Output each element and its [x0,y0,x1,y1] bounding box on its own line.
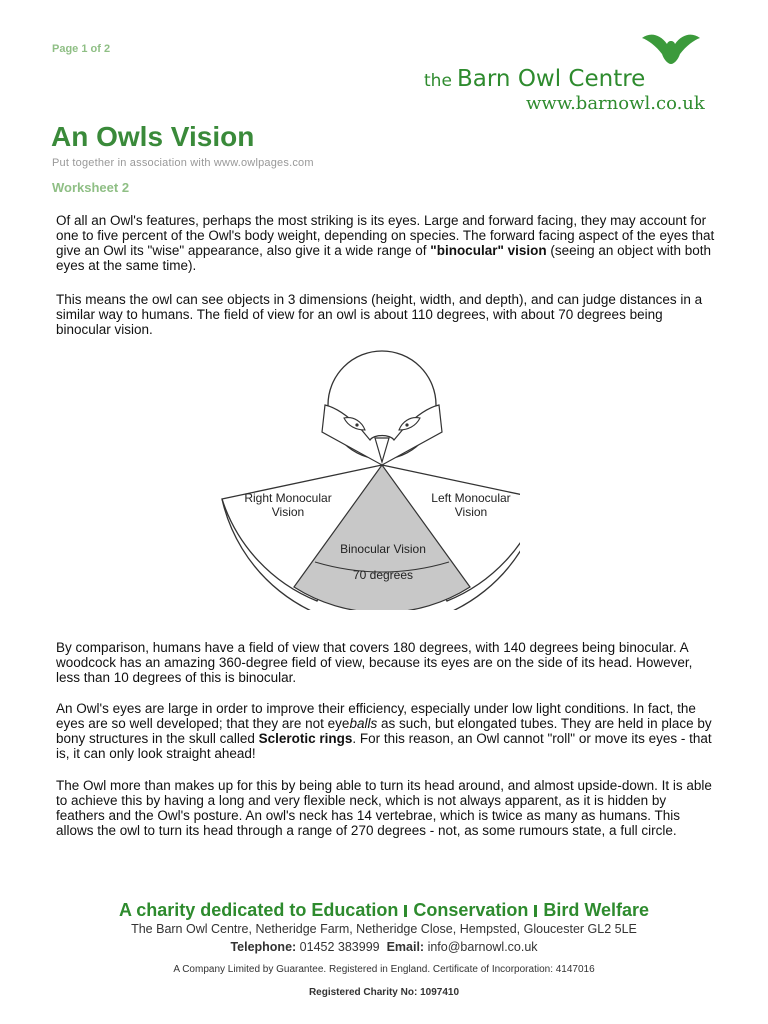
p1-text-1: Of all an Owl's features, perhaps the most striking is its eyes. Large and forward facing, they may account for one to five percent of the Owl's body weight, depending on species. The forward facing aspect of the eyes that give an Owl its "wise" appearance, also give it a wide range of [56,213,715,258]
footer-address: The Barn Owl Centre, Netheridge Farm, Netheridge Close, Hempsted, Gloucester GL2 5LE [131,922,637,936]
footer-contact [0,940,768,954]
brand-logo-text [424,66,645,92]
p4-bold-sclerotic: Sclerotic rings [258,731,353,746]
left-monocular-label-1: Left Monocular [431,491,511,505]
tagline-welfare: Bird Welfare [543,900,650,920]
tagline-education: A charity dedicated to Education [118,900,399,920]
tagline-separator [404,905,407,917]
telephone-value[interactable]: 01452 383999 [299,940,380,954]
footer-charity-number: Registered Charity No: 1097410 [308,987,460,998]
paragraph-5: The Owl more than makes up for this by being able to turn its head around, and almost upside-down. It is able to achieve this by having a long and very flexible neck, which is not always apparent, as it is hidden by feathers and the Owl's posture. An owl's neck has 14 vertebrae, which is twice as many as humans. This allows the owl to turn its head through a range of 270 degrees - not, as some rumours state, a full circle. [56,778,712,838]
footer-company-info: A Company Limited by Guarantee. Registered in England. Certificate of Incorporation: 4147016 [173,964,595,975]
p4-text-2: as such, but elongated tubes. They are held in place by bony structures in the skull called [56,716,712,746]
email-value[interactable]: info@barnowl.co.uk [427,940,538,954]
paragraph-1 [56,213,716,273]
document-subtitle: Put together in association with www.owlpages.com [52,157,314,169]
document-title: An Owls Vision [51,121,255,152]
brand-name: Barn Owl Centre [457,66,646,92]
p1-text-2: (seeing an object with both eyes at the same time). [56,243,711,273]
paragraph-2: This means the owl can see objects in 3 dimensions (height, width, and depth), and can judge distances in a similar way to humans. The field of view for an owl is about 110 degrees, with about 70 degrees being binocular vision. [56,292,703,337]
page-number: Page 1 of 2 [52,43,111,55]
p4-italic-balls: balls [349,716,378,731]
owl-vision-diagram [220,350,520,610]
p4-text-1: An Owl's eyes are large in order to improve their efficiency, especially under low light conditions. In fact, the eyes are so well developed; that they are not eye [56,701,696,731]
brand-the: the [424,71,452,91]
paragraph-3: By comparison, humans have a field of view that covers 180 degrees, with 140 degrees being binocular. A woodcock has an amazing 360-degree field of view, because its eyes are on the side of its head. However, less than 10 degrees of this is binocular. [56,640,693,685]
p4-text-3: . For this reason, an Owl cannot "roll" or move its eyes - that is, it can only look straight ahead! [56,731,712,761]
binocular-vision-label: Binocular Vision [340,542,426,556]
tagline-conservation: Conservation [413,900,529,920]
email-label: Email: [386,940,425,954]
charity-tagline [0,900,768,921]
paragraph-4 [56,701,716,761]
flying-owl-icon [640,30,702,70]
p1-bold-binocular: "binocular" vision [430,243,547,258]
tagline-separator [534,905,537,917]
telephone-label: Telephone: [230,940,297,954]
worksheet-label: Worksheet 2 [52,180,130,195]
degrees-label: 70 degrees [352,568,414,582]
website-link[interactable]: www.barnowl.co.uk [526,93,705,114]
right-monocular-label-1: Right Monocular [244,491,332,505]
left-monocular-label-2: Vision [454,505,488,519]
right-monocular-label-2: Vision [271,505,305,519]
